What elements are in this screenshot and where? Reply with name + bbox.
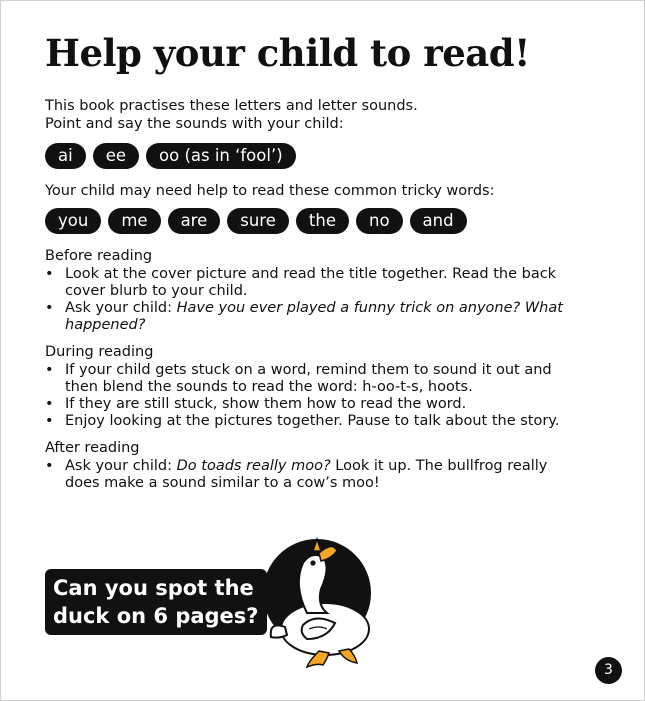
tricky-word-pill: me — [108, 208, 160, 234]
page-title: Help your child to read! — [45, 31, 530, 75]
list-item: • Enjoy looking at the pictures together. Pause to talk about the story. — [45, 413, 585, 430]
sound-pill: oo (as in ‘fool’) — [146, 143, 296, 169]
tricky-word-pill: are — [168, 208, 221, 234]
spot-line-1: Can you spot the — [53, 576, 254, 600]
sound-pill: ee — [93, 143, 139, 169]
duck-illustration — [263, 529, 383, 669]
before-reading-list — [45, 266, 585, 334]
list-item-suffix: Look it up. The bullfrog really does make a sound similar to a cow’s moo! — [65, 458, 548, 491]
list-item-prefix: Ask your child: — [65, 458, 177, 474]
spot-line-2: duck on 6 pages? — [53, 604, 259, 628]
sounds-list — [45, 143, 296, 169]
list-item: • If your child gets stuck on a word, remind them to sound it out and then blend the sounds to read the word: h-oo-t-s, hoots. — [45, 362, 585, 396]
tricky-word-pill: you — [45, 208, 101, 234]
tricky-intro: Your child may need help to read these common tricky words: — [45, 183, 495, 199]
tricky-words-list — [45, 208, 467, 234]
list-item-italic: Do toads really moo? — [176, 458, 331, 474]
intro-line-2: Point and say the sounds with your child: — [45, 116, 344, 132]
intro-line-1: This book practises these letters and letter sounds. — [45, 98, 418, 114]
after-reading-heading: After reading — [45, 440, 140, 456]
before-reading-heading: Before reading — [45, 248, 153, 264]
list-item — [45, 458, 585, 492]
list-item: • Look at the cover picture and read the title together. Read the back cover blurb to your child. — [45, 266, 585, 300]
list-item-italic: Have you ever played a funny trick on anyone? What happened? — [65, 300, 563, 333]
spot-the-duck-banner — [45, 569, 267, 635]
tricky-word-pill: and — [410, 208, 467, 234]
sound-pill: ai — [45, 143, 86, 169]
tricky-word-pill: sure — [227, 208, 289, 234]
during-reading-list — [45, 362, 585, 430]
during-reading-heading: During reading — [45, 344, 154, 360]
list-item-prefix: Ask your child: — [65, 300, 177, 316]
list-item: • If they are still stuck, show them how to read the word. — [45, 396, 585, 413]
list-item — [45, 300, 585, 334]
tricky-word-pill: no — [356, 208, 403, 234]
tricky-word-pill: the — [296, 208, 349, 234]
after-reading-list — [45, 458, 585, 492]
page-number-badge: 3 — [595, 657, 622, 684]
